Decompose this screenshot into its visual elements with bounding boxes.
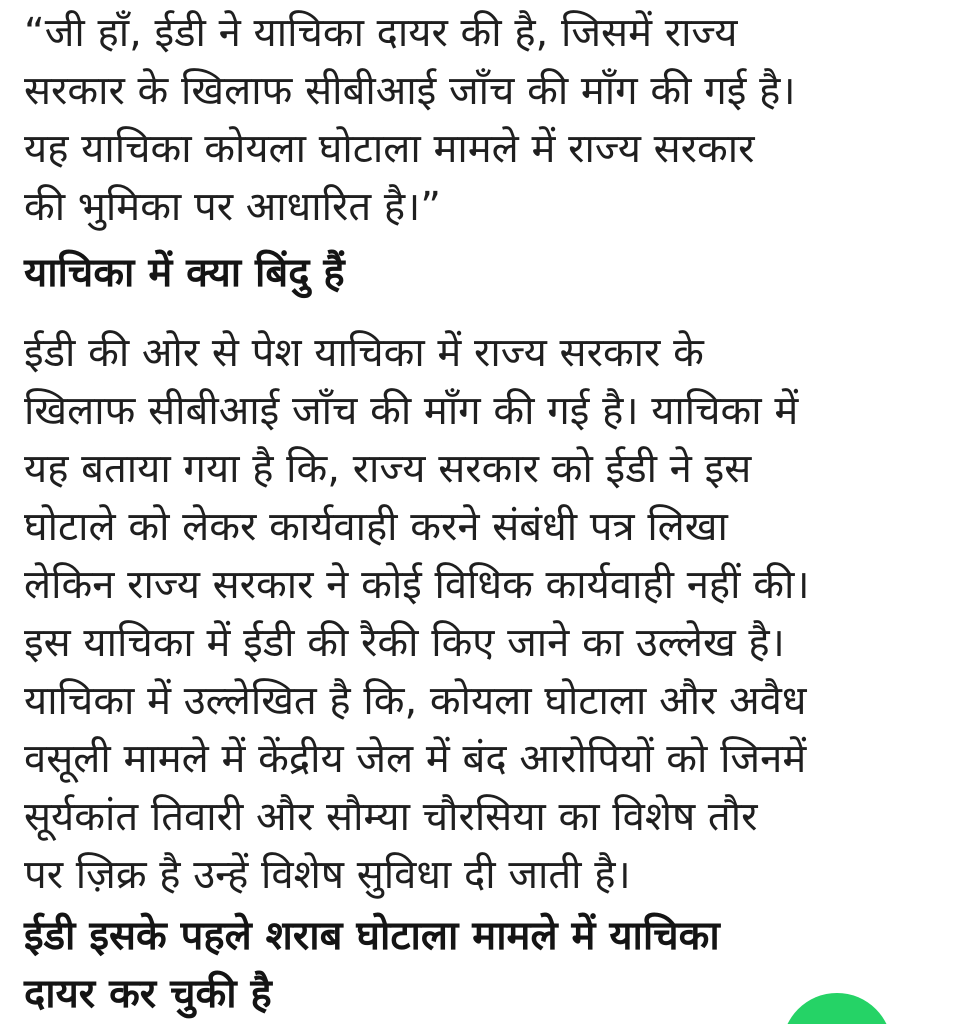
body-line: घोटाले को लेकर कार्यवाही करने संबंधी पत्र लिखा (24, 504, 728, 550)
body-line: ईडी की ओर से पेश याचिका में राज्य सरकार के (24, 330, 704, 376)
quote-line: यह याचिका कोयला घोटाला मामले में राज्य सरकार (24, 126, 755, 172)
quote-paragraph (24, 4, 948, 236)
body-line: इस याचिका में ईडी की रैकी किए जाने का उल्लेख है। (24, 620, 785, 666)
body-line: खिलाफ सीबीआई जाँच की माँग की गई है। याचिका में (24, 388, 799, 434)
quote-line: सरकार के खिलाफ सीबीआई जाँच की माँग की गई है। (24, 68, 796, 114)
body-line: सूर्यकांत तिवारी और सौम्या चौरसिया का विशेष तौर (24, 794, 758, 840)
quote-line: “जी हाँ, ईडी ने याचिका दायर की है, जिसमें राज्य (24, 10, 738, 56)
section-heading-petition-points: याचिका में क्या बिंदु हैं (24, 250, 345, 296)
body-line: वसूली मामले में केंद्रीय जेल में बंद आरोपियों को जिनमें (24, 736, 807, 782)
quote-line: की भुमिका पर आधारित है।” (24, 184, 441, 230)
heading-line: ईडी इसके पहले शराब घोटाला मामले में याचिका (24, 913, 720, 959)
body-paragraph (24, 324, 948, 904)
body-line: यह बताया गया है कि, राज्य सरकार को ईडी ने इस (24, 446, 752, 492)
body-line: याचिका में उल्लेखित है कि, कोयला घोटाला और अवैध (24, 678, 807, 724)
body-line: पर ज़िक्र है उन्हें विशेष सुविधा दी जाती है। (24, 852, 631, 898)
body-line: लेकिन राज्य सरकार ने कोई विधिक कार्यवाही नहीं की। (24, 562, 810, 608)
heading-line: दायर कर चुकी है (24, 971, 272, 1017)
